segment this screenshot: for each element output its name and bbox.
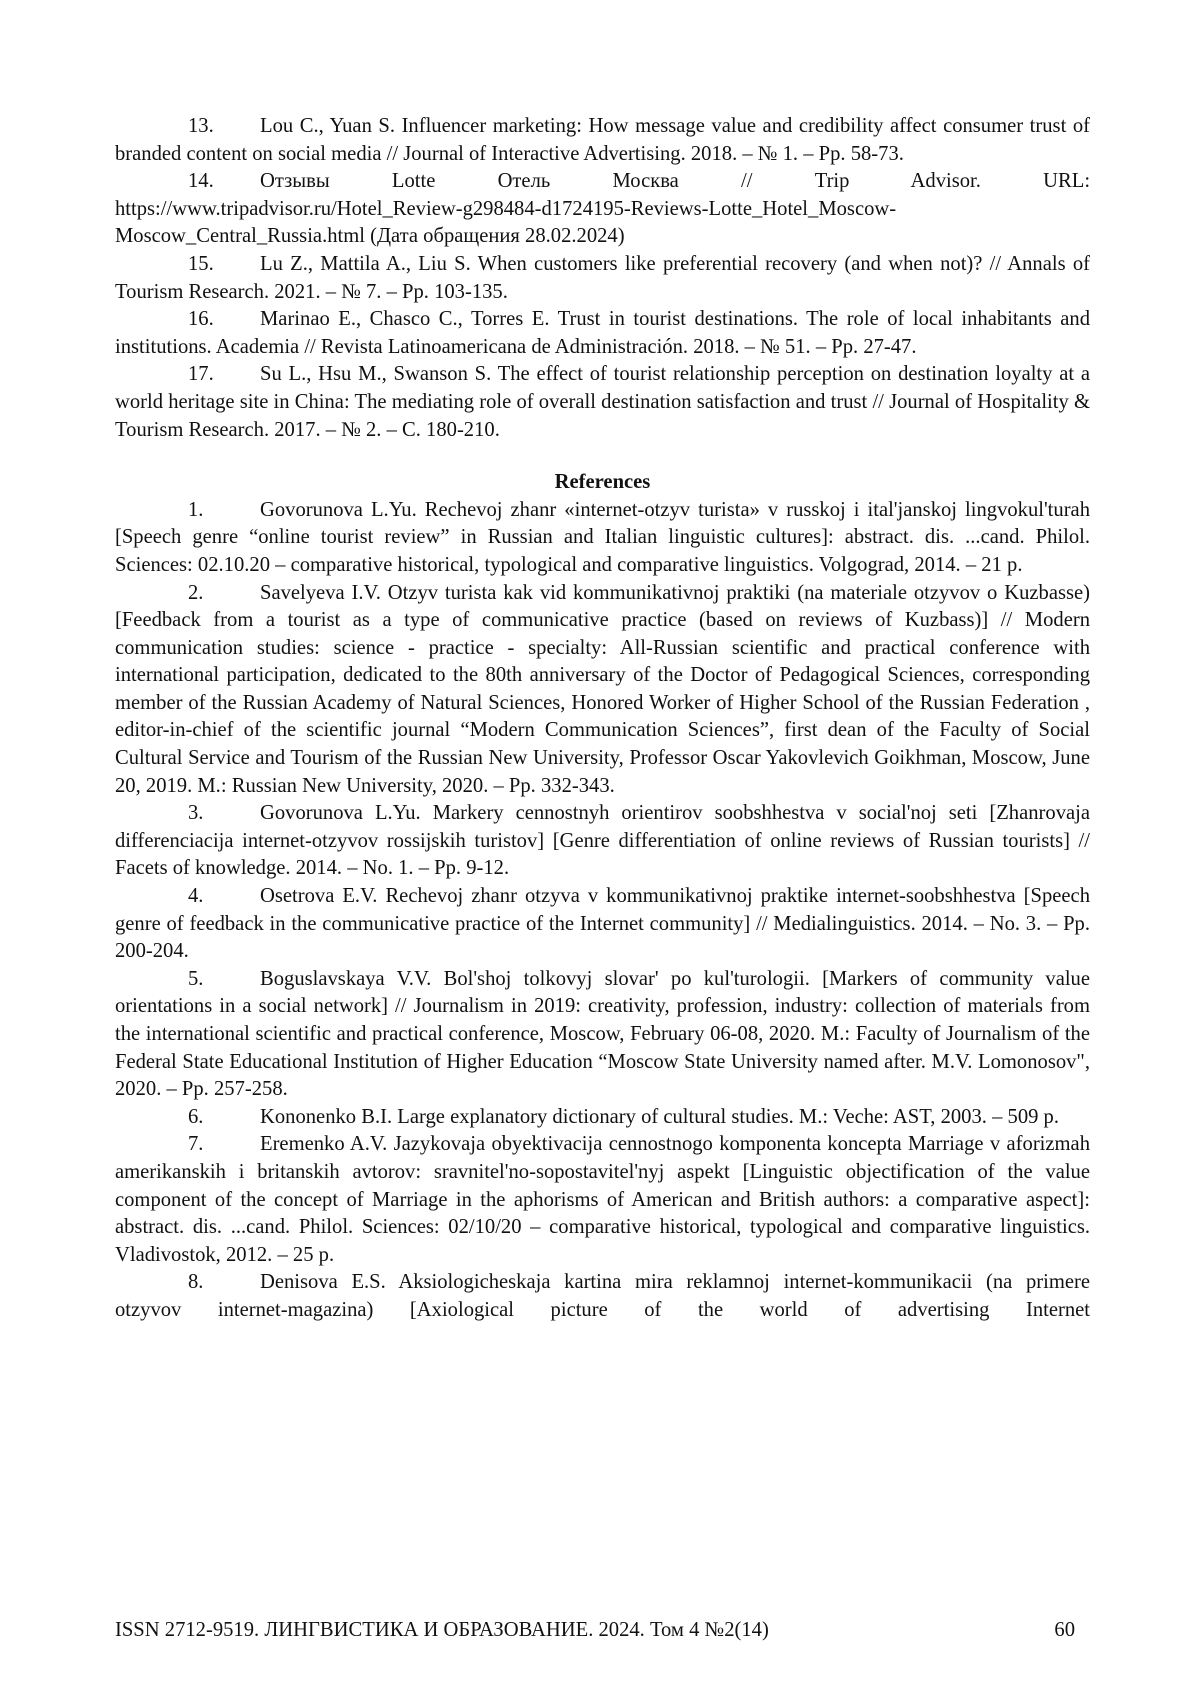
reference-text: Govorunova L.Yu. Markery cennostnyh orientirov soobshhestva v social'noj seti [Zhanrovaja differenciacija internet-otzyvov rossijskih turistov] [Genre differentiation of online reviews of Russian tourists] // Facets of knowledge. 2014. – No. 1. – Pp. 9-12. (115, 802, 1090, 880)
reference-entry (115, 580, 1090, 801)
reference-word: Отзывы (260, 170, 330, 193)
reference-entry (115, 883, 1090, 966)
reference-first-line (115, 168, 1090, 196)
reference-number: 17. (188, 363, 214, 386)
reference-number: 6. (188, 1105, 204, 1128)
reference-word: Москва (612, 170, 679, 193)
reference-entry (115, 1104, 1090, 1132)
reference-text: Kononenko B.I. Large explanatory dictionary of cultural studies. M.: Veche: AST, 2003. – 509 p. (260, 1105, 1060, 1128)
reference-text: Boguslavskaya V.V. Bol'shoj tolkovyj slovar' po kul'turologii. [Markers of community value orientations in a social network] // Journalism in 2019: creativity, profession, industry: collection of materials from the international scientific and practical conference, Moscow, February 06-08, 2020. M.: Faculty of Journalism of the Federal State Educational Institution of Higher Education “Moscow State University named after. M.V. Lomonosov", 2020. – Pp. 257-258. (115, 967, 1090, 1101)
reference-entry (115, 966, 1090, 1104)
reference-text: Lou C., Yuan S. Influencer marketing: How message value and credibility affect consumer trust of branded content on social media // Journal of Interactive Advertising. 2018. – № 1. – Pp. 58-73. (115, 115, 1090, 165)
reference-number: 13. (188, 115, 214, 137)
reference-word: Lotte (391, 170, 436, 193)
reference-entry (115, 1269, 1090, 1324)
journal-info: ISSN 2712-9519. ЛИНГВИСТИКА И ОБРАЗОВАНИЕ. 2024. Том 4 №2(14) (115, 1619, 769, 1641)
reference-entry (115, 168, 1090, 251)
reference-word: // (741, 170, 753, 193)
reference-number: 15. (188, 252, 214, 275)
reference-text: Osetrova E.V. Rechevoj zhanr otzyva v kommunikativnoj praktike internet-soobshhestva [Speech genre of feedback in the communicative practice of the Internet community] // Medialinguistics. 2014. – No. 3. – Pp. 200-204. (115, 885, 1090, 963)
reference-url-link[interactable]: https://www.tripadvisor.ru/Hotel_Review-g298484-d1724195-Reviews-Lotte_Hotel_Moscow- (115, 197, 897, 220)
reference-text: Eremenko A.V. Jazykovaja obyektivacija cennostnogo komponenta koncepta Marriage v aforizmah amerikanskih i britanskih avtorov: sravnitel'no-sopostavitel'nyj aspekt [Linguistic objectification of the value component of the concept of Marriage in the aphorisms of American and British authors: a comparative aspect]: abstract. dis. ...cand. Philol. Sciences: 02/10/20 – comparative historical, typological and comparative linguistics. Vladivostok, 2012. – 25 p. (115, 1133, 1090, 1266)
reference-number: 3. (188, 802, 204, 825)
reference-word: Advisor. (910, 170, 981, 193)
reference-word: Trip (814, 170, 850, 193)
reference-entry (115, 1131, 1090, 1269)
reference-number: 1. (188, 498, 204, 521)
reference-url-tail: Moscow_Central_Russia.html (Дата обращения 28.02.2024) (115, 225, 625, 248)
page-number: 60 (1054, 1619, 1075, 1641)
reference-number: 4. (188, 885, 204, 908)
reference-text: Marinao E., Chasco C., Torres E. Trust in tourist destinations. The role of local inhabitants and institutions. Academia // Revista Latinoamericana de Administración. 2018. – № 51. – Pp. 27-47. (115, 308, 1090, 358)
reference-entry (115, 251, 1090, 306)
reference-entry (115, 306, 1090, 361)
reference-number: 7. (188, 1133, 204, 1156)
reference-number: 5. (188, 967, 204, 990)
reference-text: Denisova E.S. Aksiologicheskaja kartina mira reklamnoj internet-kommunikacii (na primere otzyvov internet-magazina) [Axiological picture of the world of advertising Internet (115, 1271, 1090, 1321)
reference-text: Savelyeva I.V. Otzyv turista kak vid kommunikativnoj praktiki (na materiale otzyvov o Kuzbasse)[Feedback from a tourist as a type of communicative practice (based on reviews of Kuzbass)] // Modern communication studies: science - practice - specialty: All-Russian scientific and practical conference with international participation, dedicated to the 80th anniversary of the Doctor of Pedagogical Sciences, corresponding member of the Russian Academy of Natural Sciences, Honored Worker of Higher School of the Russian Federation , editor-in-chief of the scientific journal “Modern Communication Sciences”, first dean of the Faculty of Social Cultural Service and Tourism of the Russian New University, Professor Oscar Yakovlevich Goikhman, Moscow, June 20, 2019. M.: Russian New University, 2020. – Pp. 332-343. (115, 581, 1090, 797)
reference-entry (115, 497, 1090, 580)
reference-entry (115, 800, 1090, 883)
reference-word: URL: (1043, 170, 1091, 193)
reference-text: Su L., Hsu M., Swanson S. The effect of tourist relationship perception on destination loyalty at a world heritage site in China: The mediating role of overall destination satisfaction and trust // Journal of Hospitality & Tourism Research. 2017. – № 2. – С. 180-210. (115, 363, 1090, 441)
reference-entry (115, 361, 1090, 444)
reference-text: Govorunova L.Yu. Rechevoj zhanr «internet-otzyv turista» v russkoj i ital'janskoj lingvokul'turah [Speech genre “online tourist review” in Russian and Italian linguistic cultures]: abstract. dis. ...cand. Philol. Sciences: 02.10.20 – comparative historical, typological and comparative linguistics. Volgograd, 2014. – 21 p. (115, 498, 1090, 576)
reference-number: 16. (188, 308, 214, 331)
reference-word: Отель (497, 170, 551, 193)
reference-number: 8. (188, 1271, 204, 1294)
reference-number: 14. (188, 170, 214, 193)
reference-number: 2. (188, 581, 204, 604)
reference-entry (115, 113, 1090, 168)
reference-text: Lu Z., Mattila A., Liu S. When customers like preferential recovery (and when not)? // Annals of Tourism Research. 2021. – № 7. – Pp. 103-135. (115, 252, 1090, 303)
page-content (115, 113, 1090, 1325)
references-heading: References (554, 471, 651, 494)
